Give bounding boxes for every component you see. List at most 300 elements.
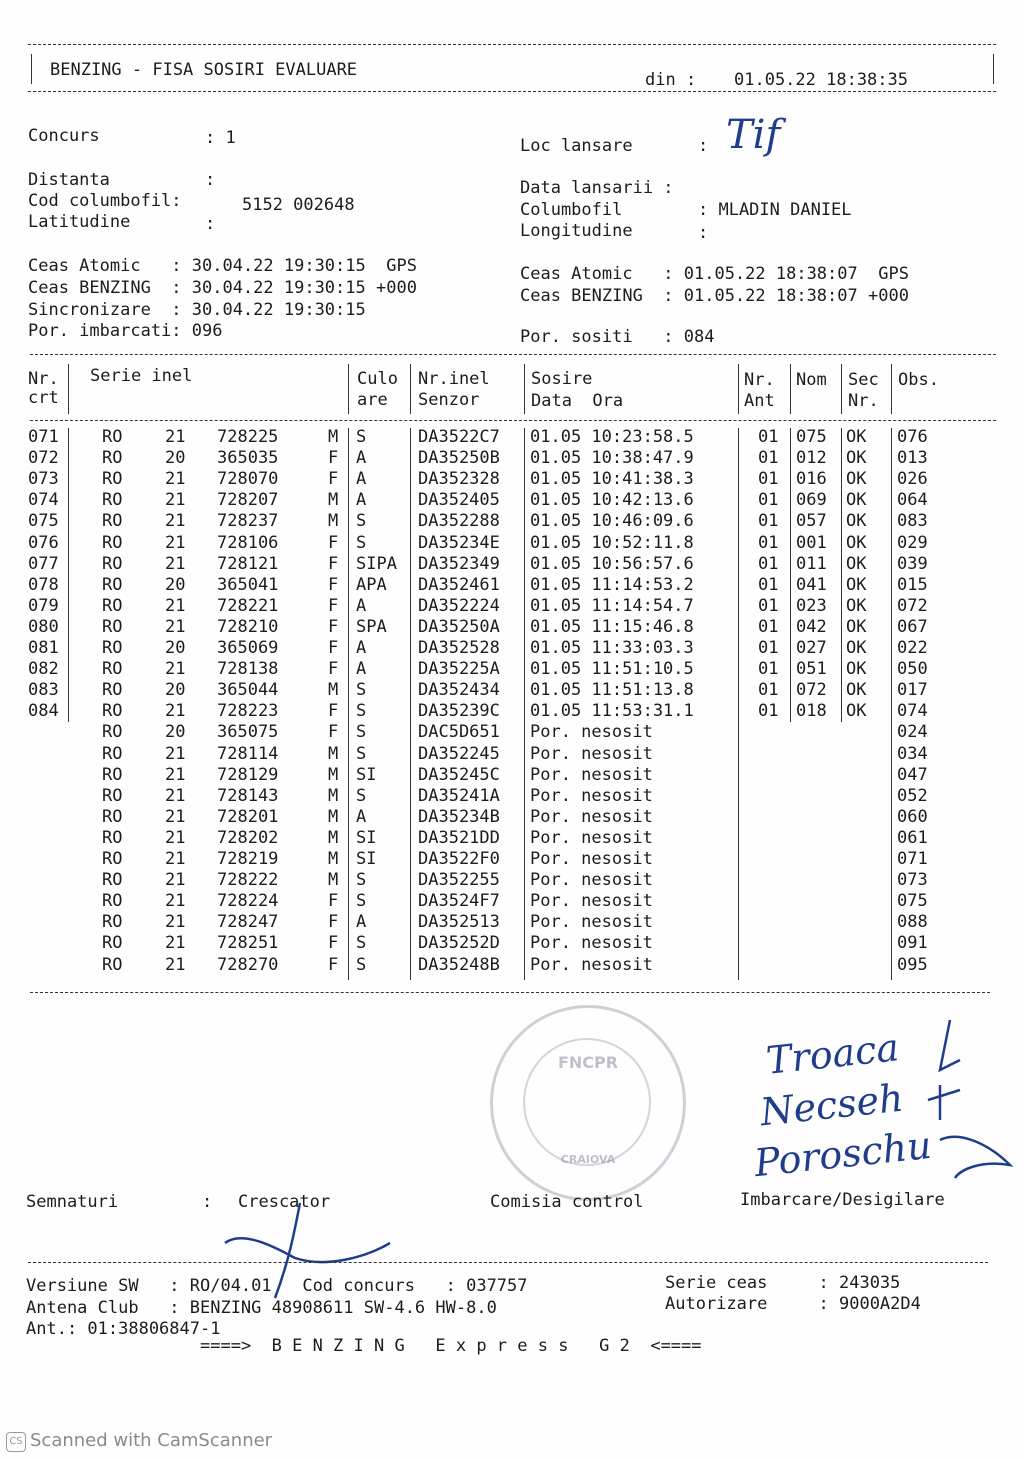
col-header-are: are xyxy=(357,390,388,410)
cell-sosire: Por. nesosit xyxy=(530,849,653,869)
cell-ant: 01 xyxy=(758,638,779,658)
cell-ring: 728247 xyxy=(217,912,279,933)
cell-ant: 01 xyxy=(758,511,779,532)
cell-ro: RO xyxy=(102,722,123,743)
cell-ro: RO xyxy=(102,701,123,722)
cell-nom: 012 xyxy=(796,448,827,469)
cell-ring: 728207 xyxy=(217,490,279,511)
longitudine-label: Longitudine xyxy=(520,221,633,241)
latitudine-label: Latitudine xyxy=(28,212,131,232)
cell-col: S xyxy=(356,511,367,532)
cell-col: A xyxy=(356,490,367,511)
latitudine-colon: : xyxy=(205,214,216,234)
cell-col: S xyxy=(356,722,367,743)
report-date-value: 01.05.22 18:38:35 xyxy=(734,70,908,90)
cell-sensor: DA3524F7 xyxy=(418,891,500,912)
antena-id: Ant.: 01:38806847-1 xyxy=(26,1319,221,1339)
cell-crt: 076 xyxy=(28,532,59,553)
cell-col: S xyxy=(356,743,367,764)
cell-sosire: Por. nesosit xyxy=(530,806,653,827)
cell-obs: 076 xyxy=(897,427,928,447)
cell-ant: 01 xyxy=(758,427,779,447)
cell-crt: 083 xyxy=(28,680,59,701)
cell-yr: 20 xyxy=(165,638,186,658)
cell-sec: OK xyxy=(846,595,867,616)
cell-sec: OK xyxy=(846,532,867,553)
cell-ring: 728138 xyxy=(217,659,279,680)
cod-columbofil-value: 5152 002648 xyxy=(242,195,355,215)
cell-sensor: DA35234E xyxy=(418,532,500,553)
cell-ro: RO xyxy=(102,870,123,891)
cell-nom: 001 xyxy=(796,532,827,553)
cell-sosire: Por. nesosit xyxy=(530,722,653,743)
cell-yr: 21 xyxy=(165,490,186,511)
vline-body-ant xyxy=(790,428,791,722)
handwriting-line-1: Troaca xyxy=(764,1025,901,1083)
cell-sex: M xyxy=(328,806,339,827)
cell-sex: M xyxy=(328,870,339,891)
cell-nom: 041 xyxy=(796,574,827,595)
cell-obs: 052 xyxy=(897,785,928,806)
club-stamp xyxy=(490,1005,686,1201)
cell-col: S xyxy=(356,427,367,447)
vline-culo xyxy=(410,364,411,414)
cell-nom: 018 xyxy=(796,701,827,722)
cell-yr: 21 xyxy=(165,743,186,764)
cell-obs: 095 xyxy=(897,954,928,975)
cell-obs: 088 xyxy=(897,912,928,933)
por-imbarcati: Por. imbarcati: 096 xyxy=(28,321,223,341)
cell-sosire: Por. nesosit xyxy=(530,912,653,933)
cell-col: A xyxy=(356,912,367,933)
cell-ring: 728121 xyxy=(217,553,279,574)
cell-sosire: Por. nesosit xyxy=(530,933,653,954)
cell-col: A xyxy=(356,638,367,658)
cell-ant: 01 xyxy=(758,616,779,637)
cell-crt: 080 xyxy=(28,616,59,637)
concurs-value: : 1 xyxy=(205,128,236,148)
cell-nom: 011 xyxy=(796,553,827,574)
cell-yr: 21 xyxy=(165,511,186,532)
col-header-sec-2: Nr. xyxy=(848,391,879,411)
cell-ring: 728219 xyxy=(217,849,279,869)
cell-yr: 21 xyxy=(165,532,186,553)
cell-sex: F xyxy=(328,616,339,637)
cell-ring: 728210 xyxy=(217,616,279,637)
cell-crt: 084 xyxy=(28,701,59,722)
cell-ring: 728221 xyxy=(217,595,279,616)
cell-sosire: Por. nesosit xyxy=(530,891,653,912)
col-header-sosire: Sosire xyxy=(531,369,593,389)
cell-sensor: DA3521DD xyxy=(418,827,500,848)
cell-obs: 039 xyxy=(897,553,928,574)
cell-ro: RO xyxy=(102,785,123,806)
cell-sec: OK xyxy=(846,490,867,511)
cell-col: S xyxy=(356,891,367,912)
cell-sex: F xyxy=(328,574,339,595)
cell-sensor: DA352245 xyxy=(418,743,500,764)
vline-body-serie xyxy=(348,428,349,980)
cell-sosire: 01.05 11:14:53.2 xyxy=(530,574,694,595)
cell-ant: 01 xyxy=(758,490,779,511)
cell-col: A xyxy=(356,659,367,680)
cell-sosire: 01.05 10:46:09.6 xyxy=(530,511,694,532)
cell-sosire: 01.05 10:56:57.6 xyxy=(530,553,694,574)
cell-ro: RO xyxy=(102,616,123,637)
vline-crt xyxy=(68,364,69,414)
cell-sex: F xyxy=(328,448,339,469)
data-lansarii-label: Data lansarii : xyxy=(520,178,674,198)
handwritten-marks-icon xyxy=(900,1010,1020,1180)
cell-yr: 20 xyxy=(165,722,186,743)
cell-ant: 01 xyxy=(758,680,779,701)
cell-sensor: DA3522F0 xyxy=(418,849,500,869)
vline-body-culo xyxy=(410,428,411,980)
vline-nom xyxy=(841,364,842,414)
columbofil-value: : MLADIN DANIEL xyxy=(698,200,852,220)
imbarcare-label: Imbarcare/Desigilare xyxy=(740,1190,945,1210)
cell-nom: 023 xyxy=(796,595,827,616)
semnaturi-label: Semnaturi xyxy=(26,1192,119,1212)
camscanner-text: Scanned with CamScanner xyxy=(30,1430,273,1451)
ceas-atomic-start: Ceas Atomic : 30.04.22 19:30:15 GPS xyxy=(28,256,417,276)
cell-ring: 728225 xyxy=(217,427,279,447)
stamp-text: FNCPR xyxy=(557,1053,619,1072)
cell-sosire: 01.05 10:41:38.3 xyxy=(530,469,694,490)
report-header xyxy=(28,44,996,92)
cell-sensor: DA352513 xyxy=(418,912,500,933)
cell-sec: OK xyxy=(846,469,867,490)
cell-ring: 365041 xyxy=(217,574,279,595)
cell-sex: F xyxy=(328,912,339,933)
ceas-benzing-end: Ceas BENZING : 01.05.22 18:38:07 +000 xyxy=(520,286,909,306)
cell-sosire: 01.05 10:23:58.5 xyxy=(530,427,694,447)
cell-sex: M xyxy=(328,427,339,447)
header-left-border xyxy=(31,54,32,84)
cell-ro: RO xyxy=(102,595,123,616)
cell-sensor: DA35245C xyxy=(418,764,500,785)
cell-crt: 075 xyxy=(28,511,59,532)
cell-ring: 728222 xyxy=(217,870,279,891)
cell-nom: 072 xyxy=(796,680,827,701)
col-header-nr-ant-2: Ant xyxy=(744,391,775,411)
cell-sosire: 01.05 11:14:54.7 xyxy=(530,595,694,616)
cell-ring: 365044 xyxy=(217,680,279,701)
cell-ring: 728223 xyxy=(217,701,279,722)
cell-col: SI xyxy=(356,827,377,848)
cell-sosire: Por. nesosit xyxy=(530,764,653,785)
cell-col: SPA xyxy=(356,616,387,637)
cell-nom: 016 xyxy=(796,469,827,490)
cell-col: APA xyxy=(356,574,387,595)
cell-sex: F xyxy=(328,659,339,680)
loc-lansare-colon: : xyxy=(698,136,709,156)
cell-ant: 01 xyxy=(758,469,779,490)
cell-crt: 077 xyxy=(28,553,59,574)
cell-yr: 21 xyxy=(165,469,186,490)
header-right-border xyxy=(993,54,994,84)
benzing-brand: ====> B E N Z I N G E x p r e s s G 2 <==== xyxy=(200,1336,702,1356)
handwriting-line-2: Necseh xyxy=(758,1075,906,1135)
cell-sosire: Por. nesosit xyxy=(530,827,653,848)
cell-sensor: DA35239C xyxy=(418,701,500,722)
vline-sosire xyxy=(738,364,739,414)
cell-sosire: 01.05 10:38:47.9 xyxy=(530,448,694,469)
cell-col: A xyxy=(356,469,367,490)
cell-ro: RO xyxy=(102,743,123,764)
comisia-label: Comisia control xyxy=(490,1192,644,1212)
cell-col: SIPA xyxy=(356,553,397,574)
cell-ant: 01 xyxy=(758,532,779,553)
cell-col: S xyxy=(356,954,367,975)
cell-sec: OK xyxy=(846,574,867,595)
col-header-serie: Serie inel xyxy=(90,366,193,386)
cell-obs: 064 xyxy=(897,490,928,511)
cell-sex: M xyxy=(328,680,339,701)
cell-ro: RO xyxy=(102,680,123,701)
cell-crt: 079 xyxy=(28,595,59,616)
cell-yr: 21 xyxy=(165,933,186,954)
cell-sensor: DA352434 xyxy=(418,680,500,701)
cell-obs: 072 xyxy=(897,595,928,616)
cell-ro: RO xyxy=(102,954,123,975)
ceas-benzing-start: Ceas BENZING : 30.04.22 19:30:15 +000 xyxy=(28,278,417,298)
vline-body-sosire xyxy=(738,428,739,980)
cell-ro: RO xyxy=(102,553,123,574)
stamp-subtext: CRAIOVA xyxy=(560,1153,616,1166)
cell-col: SI xyxy=(356,849,377,869)
cell-nom: 042 xyxy=(796,616,827,637)
col-header-nr-ant-1: Nr. xyxy=(744,370,775,390)
cell-sex: F xyxy=(328,638,339,658)
distanta-colon: : xyxy=(205,170,216,190)
cell-sensor: DA35250A xyxy=(418,616,500,637)
cell-ring: 728224 xyxy=(217,891,279,912)
cell-sex: M xyxy=(328,849,339,869)
cell-sosire: Por. nesosit xyxy=(530,870,653,891)
cell-obs: 017 xyxy=(897,680,928,701)
cell-ro: RO xyxy=(102,490,123,511)
cell-yr: 21 xyxy=(165,827,186,848)
col-header-nrinel: Nr.inel xyxy=(418,369,490,389)
cell-sosire: 01.05 11:15:46.8 xyxy=(530,616,694,637)
cell-yr: 21 xyxy=(165,870,186,891)
cell-yr: 21 xyxy=(165,806,186,827)
vline-serie xyxy=(348,364,349,414)
cell-sensor: DA35234B xyxy=(418,806,500,827)
cell-nom: 075 xyxy=(796,427,827,447)
cell-obs: 074 xyxy=(897,701,928,722)
cell-obs: 067 xyxy=(897,616,928,637)
cell-col: A xyxy=(356,806,367,827)
cell-col: A xyxy=(356,448,367,469)
cell-sensor: DA352255 xyxy=(418,870,500,891)
cell-sex: M xyxy=(328,511,339,532)
loc-lansare-label: Loc lansare xyxy=(520,136,633,156)
cell-ring: 728106 xyxy=(217,532,279,553)
cell-ring: 365075 xyxy=(217,722,279,743)
cell-col: S xyxy=(356,701,367,722)
cell-crt: 081 xyxy=(28,638,59,658)
cell-ring: 728202 xyxy=(217,827,279,848)
cell-obs: 073 xyxy=(897,870,928,891)
cell-crt: 072 xyxy=(28,448,59,469)
cell-obs: 015 xyxy=(897,574,928,595)
crescator-label: Crescator xyxy=(238,1192,331,1212)
cell-obs: 075 xyxy=(897,891,928,912)
cell-yr: 21 xyxy=(165,427,186,447)
cell-col: S xyxy=(356,785,367,806)
cell-ring: 728270 xyxy=(217,954,279,975)
cell-sensor: DA352328 xyxy=(418,469,500,490)
cell-obs: 060 xyxy=(897,806,928,827)
cell-sosire: Por. nesosit xyxy=(530,785,653,806)
col-header-senzor: Senzor xyxy=(418,390,480,410)
cell-sensor: DA352349 xyxy=(418,553,500,574)
cell-ro: RO xyxy=(102,891,123,912)
cell-obs: 050 xyxy=(897,659,928,680)
cell-sosire: 01.05 11:33:03.3 xyxy=(530,638,694,658)
cell-col: S xyxy=(356,870,367,891)
cell-obs: 013 xyxy=(897,448,928,469)
cell-sex: F xyxy=(328,469,339,490)
cell-col: S xyxy=(356,933,367,954)
distanta-label: Distanta xyxy=(28,170,110,190)
cell-sosire: 01.05 11:51:13.8 xyxy=(530,680,694,701)
cell-sensor: DA352528 xyxy=(418,638,500,658)
cell-crt: 071 xyxy=(28,427,59,447)
col-header-nom: Nom xyxy=(796,370,827,390)
cell-sec: OK xyxy=(846,427,867,447)
cell-sex: F xyxy=(328,553,339,574)
cell-sex: M xyxy=(328,785,339,806)
cell-ro: RO xyxy=(102,427,123,447)
cell-ring: 365069 xyxy=(217,638,279,658)
cell-yr: 21 xyxy=(165,954,186,975)
semnaturi-colon: : xyxy=(202,1192,213,1212)
cell-sensor: DA352224 xyxy=(418,595,500,616)
cell-obs: 071 xyxy=(897,849,928,869)
header-top-border xyxy=(28,44,996,45)
cell-nom: 057 xyxy=(796,511,827,532)
vline-body-nom xyxy=(841,428,842,722)
cell-sex: M xyxy=(328,743,339,764)
col-header-culo: Culo xyxy=(357,369,398,389)
cell-yr: 20 xyxy=(165,574,186,595)
vline-body-sec xyxy=(891,428,892,980)
cell-nom: 051 xyxy=(796,659,827,680)
cell-sosire: 01.05 10:52:11.8 xyxy=(530,532,694,553)
cell-obs: 047 xyxy=(897,764,928,785)
sincronizare: Sincronizare : 30.04.22 19:30:15 xyxy=(28,300,366,320)
cell-crt: 073 xyxy=(28,469,59,490)
cell-yr: 21 xyxy=(165,891,186,912)
cell-yr: 21 xyxy=(165,659,186,680)
cell-ant: 01 xyxy=(758,553,779,574)
cell-sensor: DA352405 xyxy=(418,490,500,511)
cell-yr: 21 xyxy=(165,553,186,574)
cell-ro: RO xyxy=(102,659,123,680)
footer-separator xyxy=(28,1262,988,1263)
table-header-border xyxy=(30,420,996,421)
cell-ro: RO xyxy=(102,638,123,658)
cell-ant: 01 xyxy=(758,659,779,680)
cell-ro: RO xyxy=(102,933,123,954)
vline-sec xyxy=(891,364,892,414)
cell-sex: F xyxy=(328,595,339,616)
cell-ant: 01 xyxy=(758,574,779,595)
cell-ant: 01 xyxy=(758,595,779,616)
col-header-obs: Obs. xyxy=(898,370,939,390)
cell-sensor: DA35250B xyxy=(418,448,500,469)
cell-sex: F xyxy=(328,722,339,743)
cell-sosire: Por. nesosit xyxy=(530,954,653,975)
cell-sensor: DA352288 xyxy=(418,511,500,532)
cell-yr: 21 xyxy=(165,764,186,785)
cell-ring: 728129 xyxy=(217,764,279,785)
cell-ro: RO xyxy=(102,532,123,553)
cell-sensor: DA35248B xyxy=(418,954,500,975)
report-date-label: din : xyxy=(645,70,697,90)
cell-ring: 728114 xyxy=(217,743,279,764)
cell-col: S xyxy=(356,532,367,553)
cell-ro: RO xyxy=(102,912,123,933)
col-header-sec-1: Sec xyxy=(848,370,879,390)
cell-sec: OK xyxy=(846,680,867,701)
cell-sosire: Por. nesosit xyxy=(530,743,653,764)
vline-senzor xyxy=(524,364,525,414)
columbofil-label: Columbofil xyxy=(520,200,623,220)
serie-ceas: Serie ceas : 243035 xyxy=(665,1273,901,1293)
cell-ro: RO xyxy=(102,806,123,827)
cell-sensor: DA352461 xyxy=(418,574,500,595)
cell-yr: 21 xyxy=(165,785,186,806)
cell-sec: OK xyxy=(846,448,867,469)
cell-crt: 074 xyxy=(28,490,59,511)
cell-sex: F xyxy=(328,701,339,722)
cell-sex: M xyxy=(328,764,339,785)
cell-yr: 20 xyxy=(165,680,186,701)
cell-obs: 034 xyxy=(897,743,928,764)
cell-ro: RO xyxy=(102,469,123,490)
cell-ring: 728143 xyxy=(217,785,279,806)
cell-sex: M xyxy=(328,827,339,848)
cell-obs: 029 xyxy=(897,532,928,553)
cell-nom: 027 xyxy=(796,638,827,658)
cell-ring: 728237 xyxy=(217,511,279,532)
cell-sensor: DA3522C7 xyxy=(418,427,500,447)
cell-obs: 091 xyxy=(897,933,928,954)
cell-yr: 21 xyxy=(165,912,186,933)
autorizare: Autorizare : 9000A2D4 xyxy=(665,1294,921,1314)
cell-ro: RO xyxy=(102,511,123,532)
cell-sex: F xyxy=(328,532,339,553)
cell-ring: 365035 xyxy=(217,448,279,469)
cell-sex: M xyxy=(328,490,339,511)
cell-sex: F xyxy=(328,933,339,954)
cell-col: SI xyxy=(356,764,377,785)
ceas-atomic-end: Ceas Atomic : 01.05.22 18:38:07 GPS xyxy=(520,264,909,284)
loc-lansare-handwritten: Tif xyxy=(726,112,781,158)
por-sositi: Por. sositi : 084 xyxy=(520,327,715,347)
cod-columbofil-label: Cod columbofil: xyxy=(28,191,182,211)
cell-yr: 20 xyxy=(165,448,186,469)
cell-ant: 01 xyxy=(758,701,779,722)
col-header-data-ora: Data Ora xyxy=(531,391,624,411)
cell-sex: F xyxy=(328,891,339,912)
cell-yr: 21 xyxy=(165,849,186,869)
cell-sosire: 01.05 11:53:31.1 xyxy=(530,701,694,722)
